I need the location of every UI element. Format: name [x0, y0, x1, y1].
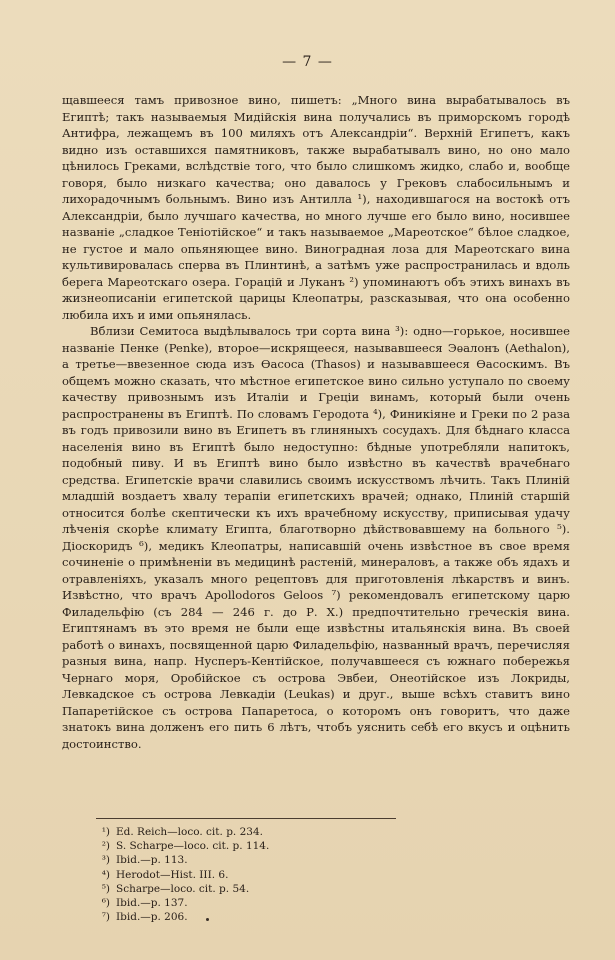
footnote-number: ⁷) [101, 911, 110, 924]
footnote-number: ⁶) [101, 897, 110, 910]
footnote [96, 825, 396, 839]
footnote-text: Ibid.—p. 206. [116, 911, 188, 924]
footnote [96, 896, 396, 910]
footnote [96, 910, 396, 924]
footnote-number: ⁵) [101, 882, 110, 895]
paragraph-2: Вблизи Семитоса выдѣлывалось три сорта вина ³): одно—горькое, носившее названіе Пенке (Penke), второе—искрящееся, называвшееся Эѳалонъ (Aethalon), а третье—ввезенное сюда изъ Ѳасоса (Thasos) и называвшееся Ѳасоскимъ. Въ общемъ можно сказать, что мѣстное египетское вино сильно уступало по своему качеству привознымъ изъ Италіи и Греціи винамъ, который были очень распространены въ Египтѣ. По словамъ Геродота ⁴), Финикіяне и Греки по 2 раза въ годъ привозили вино въ Египетъ въ глиняныхъ сосудахъ. Для бѣднаго класса населенія вино въ Египтѣ было недоступно: бѣдные употребляли напитокъ, подобный пиву. И въ Египтѣ вино было извѣстно въ качествѣ врачебнаго средства. Египетскіе врачи славились своимъ искусствомъ лѣчить. Такъ Плиній младшій воздаетъ хвалу терапіи египетскихъ врачей; однако, Плиній старшій относится болѣе скептически къ ихъ врачебному искусству, приписывая удачу лѣченія скорѣе климату Египта, благотворно дѣйствовавшему на больного ⁵). Діоскоридъ ⁶), медикъ Клеопатры, написавшій очень извѣстное въ свое время сочиненіе о примѣненіи въ медицинѣ растеній, минераловъ, а также объ ядахъ и отравленіяхъ, указалъ много рецептовъ для приготовленія лѣкарствъ и винъ. Извѣстно, что врачъ Apollodoros Geloos ⁷) рекомендовалъ египетскому царю Филадельфію (съ 284 — 246 г. до Р. Х.) предпочтительно греческія вина. Египтянамъ въ это время не были еще извѣстны итальянскія вина. Въ своей работѣ о винахъ, посвященной царю Филадельфію, названный врачъ, перечисляя разныя вина, напр. Нусперъ-Кентійское, получавшееся съ южнаго побережья Чернаго моря, Оробійское съ острова Эвбеи, Онеотійское изъ Локриды, Левкадское съ острова Левкадіи (Leukas) и друг., выше всѣхъ ставитъ вино Папаретійское съ острова Папаретоса, о которомъ онъ говоритъ, что даже знатокъ вина долженъ его пить 6 лѣтъ, чтобъ уяснить себѣ его вкусъ и оцѣнить достоинство. [62, 324, 570, 751]
footnote-text: Ibid.—p. 137. [116, 897, 188, 910]
footnote [96, 853, 396, 867]
footnote-number: ¹) [101, 826, 110, 838]
footnote-text: Ibid.—p. 113. [116, 854, 188, 867]
footnote [96, 839, 396, 853]
footnote-number: ³) [101, 854, 110, 867]
footnote-text: Scharpe—loco. cit. p. 54. [116, 882, 250, 895]
footnote [96, 868, 396, 882]
footnotes [96, 818, 396, 924]
paragraph-1: щавшееся тамъ привозное вино, пишетъ: „Много вина вырабатывалось въ Египтѣ; такъ называемыя Мидійскія вина получались въ приморскомъ городѣ Антифра, лежащемъ въ 100 миляхъ отъ Александріи“. Верхній Египетъ, какъ видно изъ оставшихся памятниковъ, также вырабатывалъ вино, но оно мало цѣнилось Греками, вслѣдствіе того, что было слишкомъ жидко, слабо и, вообще говоря, было низкаго качества; оно давалось у Грековъ слабосильнымъ и лихорадочнымъ больнымъ. Вино изъ Антилла ¹), находившагося на востокѣ отъ Александріи, было лучшаго качества, но много лучше его было вино, носившее названіе „сладкое Теніотійское“ и такъ называемое „Мареотское“ бѣлое сладкое, не густое и мало опьяняющее вино. Виноградная лоза для Мареотскаго вина культивировалась сперва въ Плинтинѣ, а затѣмъ уже распространилась и вдоль берега Мареотскаго озера. Горацій и Луканъ ²) упоминаютъ объ этихъ винахъ въ жизнеописаніи египетской царицы Клеопатры, разсказывая, что она особенно любила ихъ и ими опьянялась. [62, 93, 570, 322]
page-number: — 7 — [282, 54, 333, 70]
body-text [62, 92, 570, 752]
footnote [96, 882, 396, 896]
footnote-number: ²) [101, 840, 110, 853]
footnote-text: S. Scharpe—loco. cit. p. 114. [116, 840, 270, 853]
footnote-number: ⁴) [101, 868, 110, 881]
ink-speck [206, 918, 209, 921]
footnote-text: Ed. Reich—loco. cit. p. 234. [116, 826, 263, 838]
footnote-text: Herodot—Hist. III. 6. [116, 868, 229, 881]
